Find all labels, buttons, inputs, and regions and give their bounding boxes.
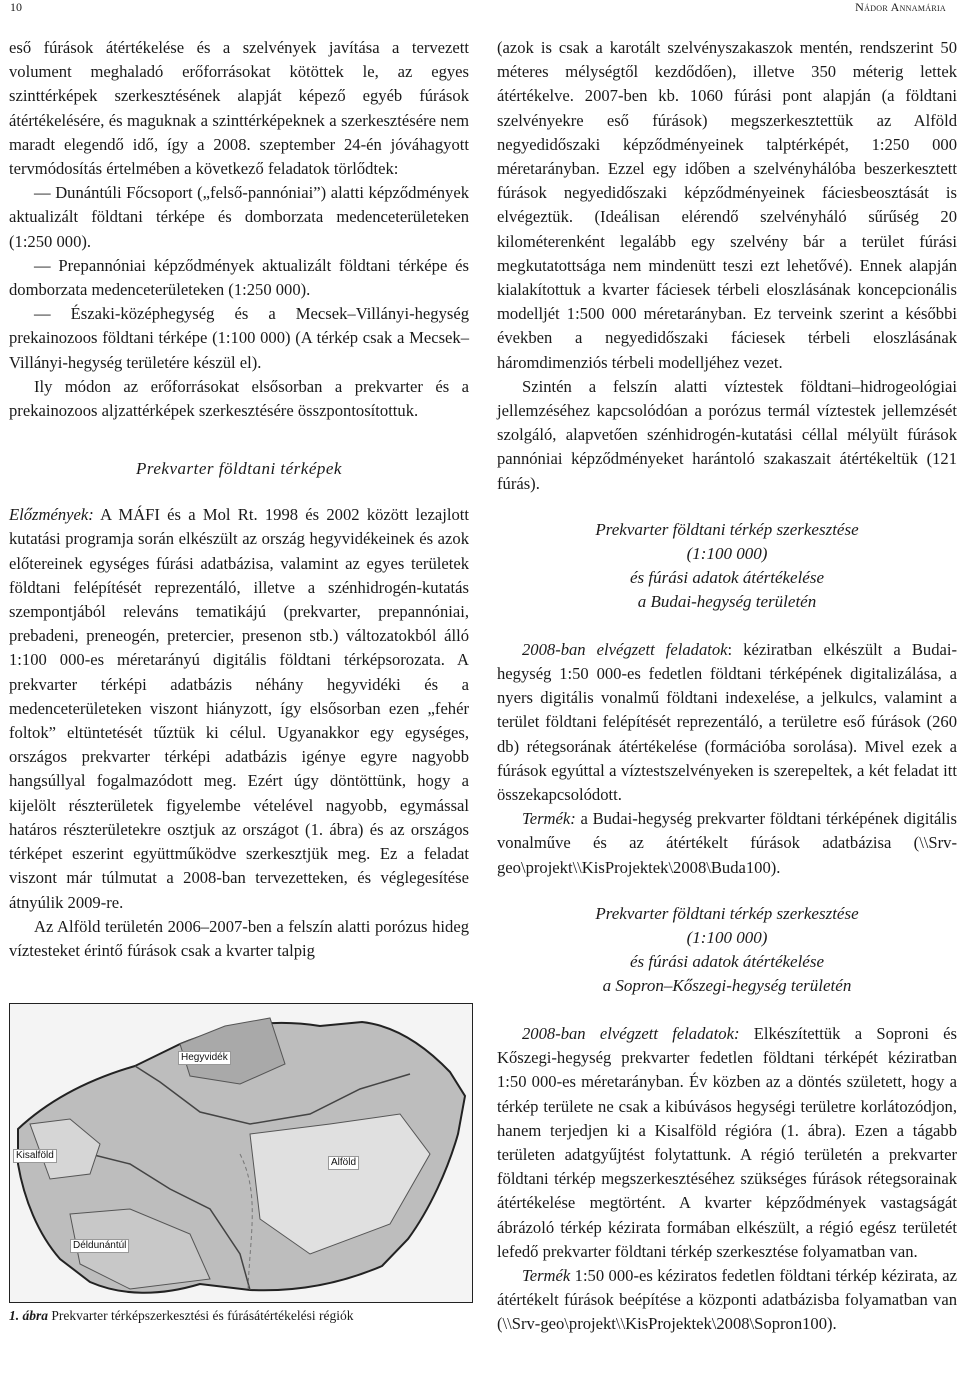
paragraph [497, 1264, 957, 1337]
running-header [10, 0, 946, 16]
page-number: 10 [10, 0, 22, 14]
paragraph [497, 1022, 957, 1264]
section-heading-line: (1:100 000) [686, 927, 768, 947]
hungary-map-graphic [10, 1004, 472, 1302]
map-label-alfold: Alföld [328, 1156, 359, 1170]
paragraph: eső fúrások átértékelése és a szelvények javítása a tervezett volument meghaladó erőforrásokat kötöttek le, az egyes szinttérképek szerkesztésének alapját képező egyéb fúrások átértékelésére, és maguknak a szinttérképeknek a szerkesztésére nem maradt elegendő idő, így a 2008. szeptember 24-én jóváhagyott tervmódosítás értelmében a következő feladatok törlődtek: [9, 38, 469, 179]
figure-number: 1. ábra [9, 1308, 49, 1324]
paragraph [497, 638, 957, 807]
section-heading-line: a Sopron–Kőszegi-hegység területén [602, 975, 852, 995]
left-column [9, 36, 469, 1325]
section-heading-line: a Budai-hegység területén [637, 591, 817, 611]
section-heading-line: Prekvarter földtani térkép szerkesztése [595, 519, 859, 539]
figure-caption [9, 1307, 469, 1325]
paragraph: (azok is csak a karotált szelvényszakaszok mentén, rendszerint 50 méteres mélységtől kezdődően), illetve 350 méterig lettek átértékelve. 2007-ben kb. 1060 fúrási pont alapján (a földtani szelvényekre eső fúrások) megszerkesztettük az Alföld negyedidőszaki képződményeinek talptérképét, 1:250 000 méretarányban. Ezzel egy időben a szelvényhálóba beszerkesztett fúrások negyedidőszaki képződményeinek fáciesbeosztását is elvégeztük. (Ideálisan elérendő szelvényháló sűrűség 20 kilométerenként legalább egy szelvény bár a terület fúrási megkutatottsága nem mindenütt teszi ezt lehetővé). Ennek alapján kialakítottuk a kvarter fáciesek térbeli eloszlásának koncepcionális modelljét 1:500 000 méretarányban. Ez terveink szerint a későbbi években a negyedidőszaki fáciesek térbeli eloszlásának háromdimenziós térbeli modelljéhez vezet. [497, 38, 957, 372]
section-heading-line: és fúrási adatok átértékelése [629, 951, 825, 971]
map-label-kisalfold: Kisalföld [13, 1149, 57, 1163]
list-item: — Északi-középhegység és a Mecsek–Villányi-hegység prekainozoos földtani térképe (1:100 000) (A térkép csak a Mecsek–Villányi-hegység területére készül el). [9, 304, 469, 372]
paragraph: Ily módon az erőforrásokat elsősorban a prekvarter és a prekainozoos aljzattérképek szerkesztésére összpontosítottuk. [9, 376, 469, 421]
right-column [497, 36, 957, 1337]
map-label-hegyvidek: Hegyvidék [178, 1051, 231, 1065]
caption-text: Prekvarter térképszerkesztési és fúrásátértékelési régiók [48, 1308, 354, 1324]
running-author: Nádor Annamária [855, 0, 946, 14]
paragraph-body: A MÁFI és a Mol Rt. 1998 és 2002 között lezajlott kutatási programja során elkészült az ország hegyvidékeinek és azok előtereinek egységes fúrási adatbázisa, valamint az egyes területek földtani felépítését reprezentáló, illetve a szénhidrogén-kutatás szempontjából releváns tematikájú (prekvarter, prepannóniai, prebadeni, preneogén, pretercier, presenon stb.) változatokból álló 1:100 000-es méretarányú digitális földtani térképsorozata. A prekvarter térképi adatbázis néhány hegyvidéki és a medenceterületeken viszont hiányzott, így elsősorban ezen „fehér foltok” eltüntetését tűztük ki célul. Ugyanakkor egy egységes, országos prekvarter térképi adatbázis igénye egyre nagyobb hangsúllyal fogalmazódott meg. Ezért úgy döntöttünk, hogy a kijelölt részterületek figyelembe vételével nagyobb, egymással határos részterületekre osztjuk az országot (1. ábra) és az országos térképet eszerint együttműködve szerkesztjük meg. Ez a feladat viszont már túlmutat a 2008-ban tervezetteken, és véglegesítése átnyúlik 2009-re. [9, 505, 469, 912]
figure-map [9, 1003, 473, 1303]
paragraph-lead: Termék: [522, 809, 576, 829]
paragraph-body: a Budai-hegység prekvarter földtani térképének digitális vonalműve és az átértékelt fúrások adatbázisa (\\Srv-geo\projekt\\KisProjektek\2008\Buda100). [497, 809, 957, 877]
paragraph-lead: Termék [522, 1265, 571, 1285]
section-heading-line: és fúrási adatok átértékelése [629, 567, 825, 587]
paragraph-lead: Előzmények: [9, 505, 94, 525]
paragraph: Szintén a felszín alatti víztestek földtani–hidrogeológiai jellemzéséhez kapcsolódóan a porózus termál víztestek jellemzését szolgáló, alapvetően szénhidrogén-kutatási céllal mélyült fúrások pannóniai képződményeket harántoló szakaszait átértékeltük (121 fúrás). [497, 376, 957, 493]
paragraph [9, 503, 469, 914]
paragraph [497, 807, 957, 880]
paragraph-body: Elkészítettük a Soproni és Kőszegi-hegység prekvarter fedetlen földtani térképét kéziratban 1:50 000-es méretarányban. Év közben az a döntés született, hogy a térkép területe ne csak a kibúvásos hegységi területre korlátozódjon, hanem terjedjen ki a Kisalföld régióra (1. ábra). Ezen a tágabb területen adatgyűjtést folytattunk. A régió területén a prekvarter földtani térkép megszerkesztéséhez szükséges fúrások rétegsorainak átértékelése megtörtént. A kvarter képződmények vastagságát ábrázoló térkép kézirata formában elkészült, a régió egész területét lefedő prekvarter földtani térkép szerkesztése folyamatban van. [497, 1023, 957, 1261]
paragraph-body: 1:50 000-es kéziratos fedetlen földtani térkép kézirata, az átértékelt fúrások beépítése a központi adatbázisba folyamatban van (\\Srv-geo\projekt\\KisProjektek\2008\Sopron100). [497, 1265, 957, 1334]
section-heading: Prekvarter földtani térképek [136, 459, 342, 479]
paragraph: Az Alföld területén 2006–2007-ben a felszín alatti porózus hideg víztesteket érintő fúrások csak a kvarter talpig [9, 916, 469, 960]
list-item: — Dunántúli Főcsoport („felső-pannóniai”) alatti képződmények aktualizált földtani térképe és domborzata medenceterületeken (1:250 000). [9, 183, 469, 251]
section-heading-line: Prekvarter földtani térkép szerkesztése [595, 903, 859, 923]
map-label-deldunantul: Déldunántúl [70, 1239, 129, 1253]
paragraph-lead: 2008-ban elvégzett feladatok [522, 639, 728, 659]
paragraph-lead: 2008-ban elvégzett feladatok: [522, 1023, 740, 1043]
section-heading-line: (1:100 000) [686, 543, 768, 563]
list-item: — Prepannóniai képződmények aktualizált földtani térképe és domborzata medenceterületeken (1:250 000). [9, 255, 469, 300]
paragraph-body: : kéziratban elkészült a Budai-hegység 1:50 000-es fedetlen földtani térképének digitalizálása, a nyers digitális vonalmű földtani indexelése, a jelkulcs, valamint a terület földtani felépítését reprezentáló, a területre eső fúrások (260 db) rétegsorának átértékelése (formációba sorolása). Mivel ezek a fúrások egyúttal a víztestszelvényeken is szerepeltek, a két feladat itt összekapcsolódott. [497, 639, 957, 805]
